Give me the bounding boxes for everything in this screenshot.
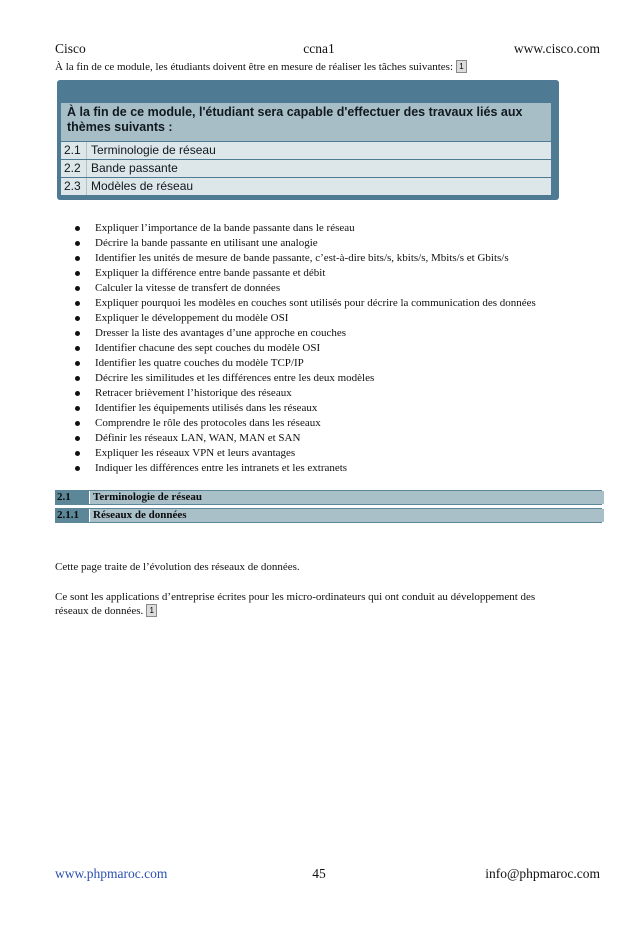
task-list [73,221,536,476]
section-number: 2.1.1 [57,509,79,521]
objective-row [61,142,551,159]
header-center: ccna1 [303,41,335,56]
objective-number: 2.2 [64,161,81,175]
reference-button[interactable]: 1 [146,604,157,617]
section-heading [55,490,602,505]
paragraph-line [55,604,535,618]
list-item: Identifier les unités de mesure de bande passante, c’est-à-dire bits/s, kbits/s, Mbits/s et Gbits/s [73,251,536,266]
reference-button[interactable]: 1 [456,60,467,73]
footer-website-link[interactable]: www.phpmaroc.com [55,866,168,881]
objective-row [61,178,551,195]
list-item: Comprendre le rôle des protocoles dans les réseaux [73,416,536,431]
list-item: Expliquer pourquoi les modèles en couches sont utilisés pour décrire la communication des données [73,296,536,311]
objective-label: Modèles de réseau [91,179,194,193]
footer-email: info@phpmaroc.com [485,866,600,881]
objective-row [61,160,551,177]
list-item: Indiquer les différences entre les intranets et les extranets [73,461,536,476]
intro-text: À la fin de ce module, les étudiants doivent être en mesure de réaliser les tâches suivantes: [55,61,453,73]
list-item: Expliquer la différence entre bande passante et débit [73,266,536,281]
list-item: Identifier les quatre couches du modèle TCP/IP [73,356,536,371]
list-item: Calculer la vitesse de transfert de données [73,281,536,296]
objective-label: Terminologie de réseau [91,143,216,157]
objective-number: 2.3 [64,179,81,193]
section-title: Réseaux de données [93,509,187,521]
list-item: Définir les réseaux LAN, WAN, MAN et SAN [73,431,536,446]
list-item: Décrire la bande passante en utilisant une analogie [73,236,536,251]
section-number: 2.1 [57,491,71,503]
list-item: Expliquer le développement du modèle OSI [73,311,536,326]
header-left: Cisco [55,41,86,56]
list-item: Retracer brièvement l’historique des réseaux [73,386,536,401]
paragraph-line: Ce sont les applications d’entreprise écrites pour les micro-ordinateurs qui ont conduit au développement des [55,591,536,603]
list-item: Dresser la liste des avantages d’une approche en couches [73,326,536,341]
section-title: Terminologie de réseau [93,491,202,503]
list-item: Identifier les équipements utilisés dans les réseaux [73,401,536,416]
list-item: Expliquer l’importance de la bande passante dans le réseau [73,221,536,236]
paragraph [55,590,535,618]
objectives-title: À la fin de ce module, l'étudiant sera capable d'effectuer des travaux liés aux thèmes suivants : [61,103,551,141]
paragraph-text: réseaux de données. [55,605,144,617]
page-number: 45 [312,866,326,881]
objectives-box [57,80,559,200]
list-item: Expliquer les réseaux VPN et leurs avantages [73,446,536,461]
list-item: Identifier chacune des sept couches du modèle OSI [73,341,536,356]
intro-line [55,60,467,73]
objective-number: 2.1 [64,143,81,157]
objective-label: Bande passante [91,161,178,175]
header-right: www.cisco.com [513,41,600,56]
subsection-heading [55,508,602,523]
list-item: Décrire les similitudes et les différences entre les deux modèles [73,371,536,386]
paragraph: Cette page traite de l’évolution des réseaux de données. [55,561,300,573]
